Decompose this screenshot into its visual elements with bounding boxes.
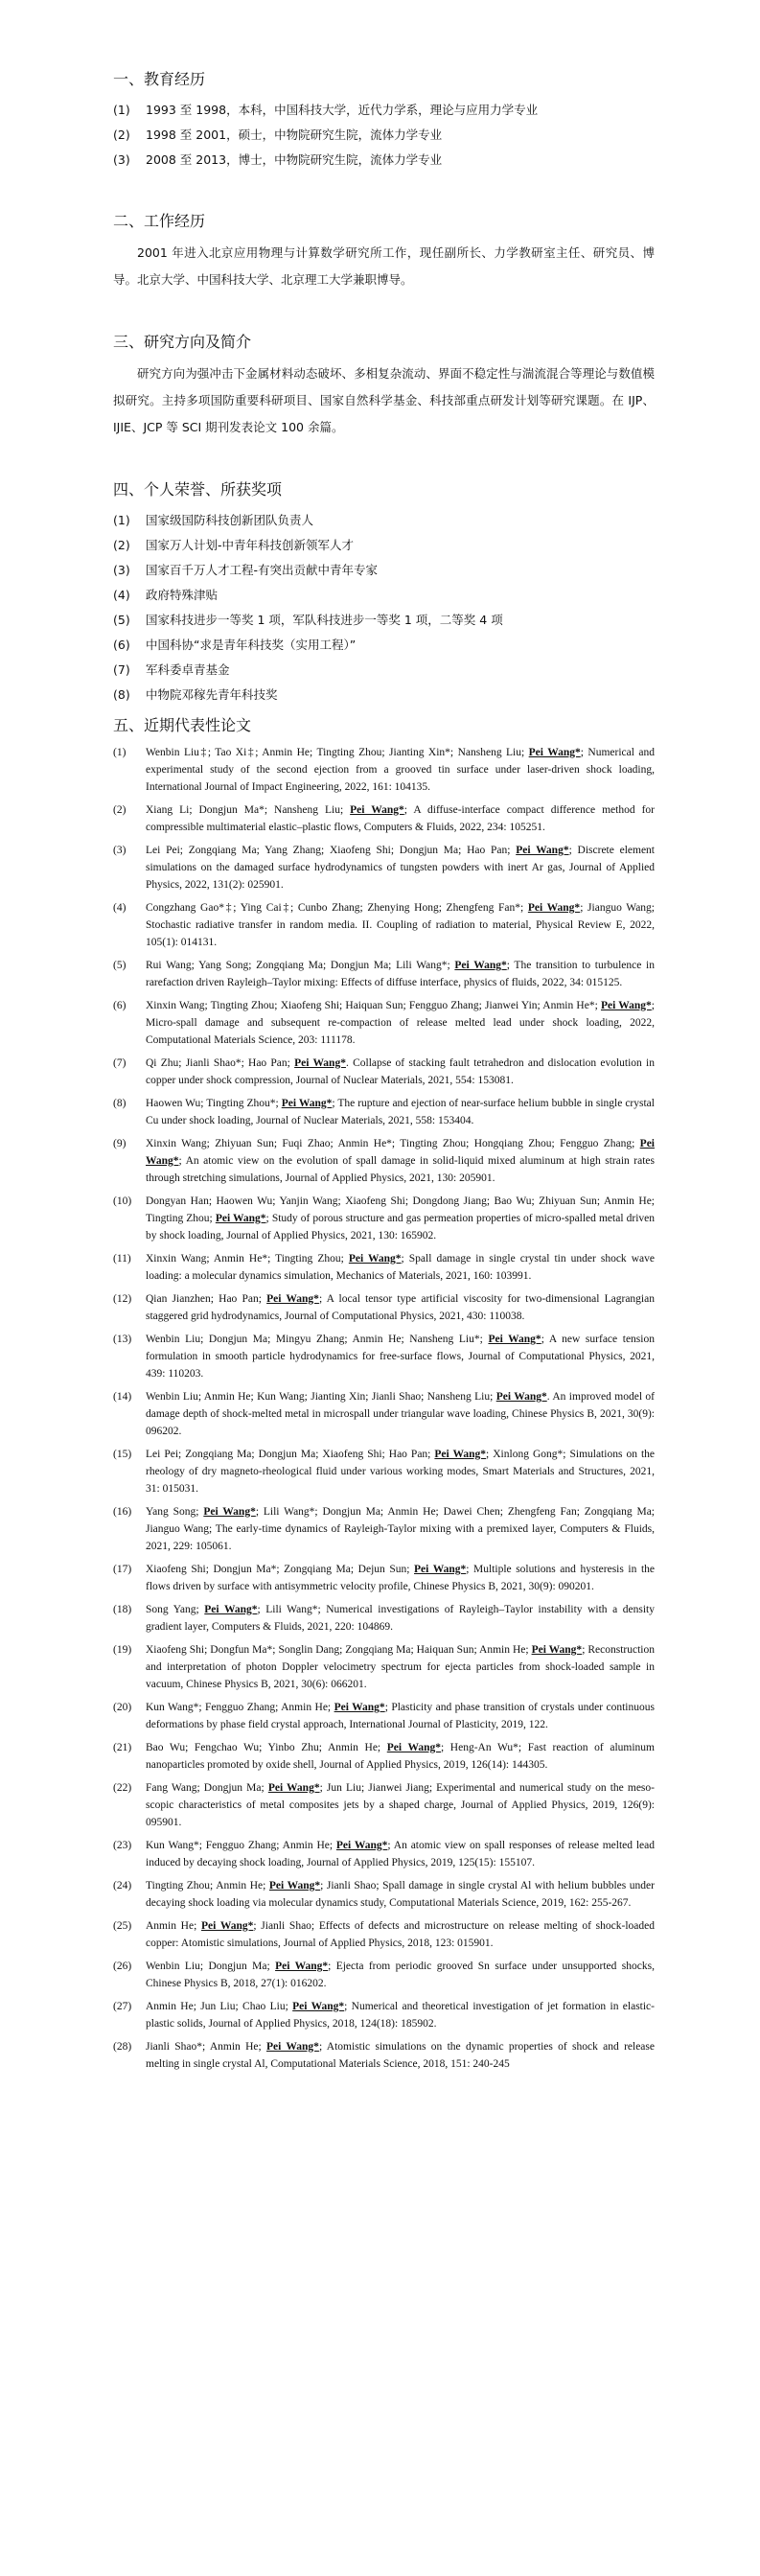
paper-authors-before: Wenbin Liu; Anmin He; Kun Wang; Jianting Xin; Jianli Shao; Nansheng Liu; <box>146 1391 496 1403</box>
paper-details: ; The transition to turbulence in rarefaction driven Rayleigh–Taylor mixing: Effects of diffuse interface, physics of fluids, 2022, 34: 015125. <box>146 960 655 988</box>
papers-section <box>113 715 655 2073</box>
work-section <box>113 211 655 293</box>
paper-self-author: Pei Wang* <box>201 1920 254 1932</box>
paper-item <box>113 1095 655 1129</box>
paper-item <box>113 1290 655 1325</box>
paper-self-author: Pei Wang* <box>454 960 507 971</box>
paper-number: (23) <box>113 1840 132 1851</box>
paper-citation <box>146 1193 655 1244</box>
item-text: 2008 至 2013，博士，中物院研究生院，流体力学专业 <box>146 152 443 167</box>
education-item <box>113 148 655 173</box>
paper-self-author: Pei Wang* <box>414 1564 467 1575</box>
paper-number: (4) <box>113 902 127 914</box>
paper-authors-before: Kun Wang*; Fengguo Zhang; Anmin He; <box>146 1840 336 1851</box>
paper-authors-before: Wenbin Liu; Dongjun Ma; Mingyu Zhang; Anmin He; Nansheng Liu*; <box>146 1334 489 1345</box>
paper-details: ; Jianguo Wang; Stochastic radiative transfer in random media. II. Coupling of radiation to material, Physical Review E, 2022, 105(1): 014131. <box>146 902 655 948</box>
paper-item <box>113 1503 655 1555</box>
paper-self-author: Pei Wang* <box>215 1213 266 1224</box>
paper-item <box>113 1561 655 1595</box>
paper-number: (7) <box>113 1057 127 1069</box>
honor-item <box>113 558 655 583</box>
item-number: (6) <box>113 638 130 652</box>
paper-self-author: Pei Wang* <box>386 1742 441 1753</box>
paper-citation <box>146 801 655 836</box>
paper-authors-before: Yang Song; <box>146 1506 204 1518</box>
honor-item <box>113 533 655 558</box>
honor-item <box>113 508 655 533</box>
paper-item <box>113 1998 655 2032</box>
paper-number: (5) <box>113 960 127 971</box>
paper-citation <box>146 1095 655 1129</box>
paper-item <box>113 801 655 836</box>
education-heading: 一、教育经历 <box>113 70 206 88</box>
paper-authors-before: Xinxin Wang; Zhiyuan Sun; Fuqi Zhao; Anmin He*; Tingting Zhou; Hongqiang Zhou; Fengguo Zhang; <box>146 1138 640 1149</box>
paper-details: ; The rupture and ejection of near-surface helium bubble in single crystal Cu under shock loading, Journal of Nuclear Materials, 2021, 558: 153404. <box>146 1098 655 1126</box>
paper-self-author: Pei Wang* <box>516 845 569 856</box>
paper-authors-before: Xiang Li; Dongjun Ma*; Nansheng Liu; <box>146 804 351 816</box>
work-paragraph: 2001 年进入北京应用物理与计算数学研究所工作，现任副所长、力学教研室主任、研究员、博导。北京大学、中国科技大学、北京理工大学兼职博导。 <box>113 245 655 287</box>
paper-number: (13) <box>113 1334 132 1345</box>
paper-authors-before: Qi Zhu; Jianli Shao*; Hao Pan; <box>146 1057 295 1069</box>
paper-details: ; Ejecta from periodic grooved Sn surface under unsupported shocks, Chinese Physics B, 2018, 27(1): 016202. <box>146 1961 655 1989</box>
paper-details: ; An atomic view on the evolution of spall damage in solid-liquid mixed aluminum at high strain rates through stretching simulations, Journal of Applied Physics, 2021, 130: 205901. <box>146 1155 655 1184</box>
paper-citation <box>146 1290 655 1325</box>
paper-citation <box>146 1917 655 1952</box>
paper-item <box>113 1837 655 1871</box>
paper-details: ; Lili Wang*; Numerical investigations of Rayleigh–Taylor instability with a density gradient layer, Computers & Fluids, 2021, 220: 104869. <box>146 1604 655 1633</box>
honor-item <box>113 658 655 683</box>
paper-item <box>113 1779 655 1831</box>
paper-self-author: Pei Wang* <box>335 1840 388 1851</box>
paper-self-author: Pei Wang* <box>275 1961 329 1972</box>
paper-number: (1) <box>113 747 127 758</box>
item-text: 政府特殊津贴 <box>146 588 219 602</box>
paper-details: ; Xinlong Gong*; Simulations on the rheology of dry magneto-rheological fluid under various working modes, Smart Materials and Structures, 2021, 31: 015031. <box>146 1449 656 1495</box>
paper-details: ; Numerical and theoretical investigation of jet formation in elastic-plastic solids, Journal of Applied Physics, 2018, 124(18): 185902. <box>146 2001 655 2030</box>
paper-number: (10) <box>113 1195 132 1207</box>
research-heading: 三、研究方向及简介 <box>113 333 252 351</box>
paper-number: (16) <box>113 1506 132 1518</box>
paper-item <box>113 1739 655 1774</box>
paper-self-author: Pei Wang* <box>528 747 581 758</box>
paper-item <box>113 1388 655 1440</box>
paper-item <box>113 1699 655 1733</box>
paper-item <box>113 1446 655 1497</box>
paper-number: (22) <box>113 1782 132 1794</box>
paper-item <box>113 1250 655 1285</box>
paper-self-author: Pei Wang* <box>266 2041 319 2053</box>
honor-item <box>113 633 655 658</box>
paper-number: (28) <box>113 2041 132 2053</box>
paper-details: ; Numerical and experimental study of the second ejection from a grooved tin surface under laser-driven shock loading, International Journal of Impact Engineering, 2022, 161: 104135. <box>146 747 655 793</box>
paper-citation <box>146 1446 655 1497</box>
paper-number: (18) <box>113 1604 132 1615</box>
paper-number: (8) <box>113 1098 127 1109</box>
research-section <box>113 332 655 441</box>
paper-details: ; Jianli Shao; Effects of defects and microstructure on release melting of shock-loaded copper: Atomistic simulations, Journal of Applied Physics, 2018, 123: 015901. <box>146 1920 655 1949</box>
paper-self-author: Pei Wang* <box>348 1253 402 1265</box>
paper-number: (27) <box>113 2001 132 2012</box>
paper-details: . Collapse of stacking fault tetrahedron and dislocation evolution in copper under shock compression, Journal of Nuclear Materials, 2021, 554: 153081. <box>146 1057 655 1086</box>
paper-details: ; Study of porous structure and gas permeation properties of micro-spalled metal driven by shock loading, Journal of Applied Physics, 2021, 130: 165902. <box>146 1213 655 1242</box>
paper-item <box>113 2038 655 2073</box>
paper-self-author: Pei Wang* <box>204 1604 258 1615</box>
item-number: (3) <box>113 152 130 167</box>
item-number: (2) <box>113 128 130 142</box>
paper-number: (12) <box>113 1293 132 1305</box>
paper-citation <box>146 997 655 1049</box>
paper-number: (26) <box>113 1961 132 1972</box>
education-item <box>113 98 655 123</box>
paper-item <box>113 1193 655 1244</box>
paper-item <box>113 744 655 796</box>
paper-details: ; Plasticity and phase transition of crystals under continuous deformations by phase field crystal approach, International Journal of Plasticity, 2019, 122. <box>146 1702 655 1730</box>
paper-item <box>113 957 655 991</box>
paper-citation <box>146 1135 655 1187</box>
paper-citation <box>146 1561 655 1595</box>
papers-heading: 五、近期代表性论文 <box>113 716 252 734</box>
paper-item <box>113 842 655 893</box>
honors-section <box>113 479 655 708</box>
education-section <box>113 69 655 173</box>
paper-authors-before: Haowen Wu; Tingting Zhou*; <box>146 1098 282 1109</box>
paper-self-author: Pei Wang* <box>600 1000 652 1011</box>
item-text: 中物院邓稼先青年科技奖 <box>146 687 278 702</box>
paper-authors-before: Qian Jianzhen; Hao Pan; <box>146 1293 267 1305</box>
paper-citation <box>146 1250 655 1285</box>
paper-number: (21) <box>113 1742 132 1753</box>
paper-self-author: Pei Wang* <box>281 1098 333 1109</box>
paper-authors-before: Xiaofeng Shi; Dongjun Ma*; Zongqiang Ma; Dejun Sun; <box>146 1564 415 1575</box>
paper-authors-before: Congzhang Gao*‡; Ying Cai‡; Cunbo Zhang; Zhenying Hong; Zhengfeng Fan*; <box>146 902 528 914</box>
paper-number: (14) <box>113 1391 132 1403</box>
honors-heading: 四、个人荣誉、所获奖项 <box>113 480 283 499</box>
honor-item <box>113 683 655 708</box>
paper-authors-before: Xinxin Wang; Anmin He*; Tingting Zhou; <box>146 1253 349 1265</box>
education-list <box>113 98 655 173</box>
paper-number: (19) <box>113 1644 132 1656</box>
paper-citation <box>146 1958 655 1992</box>
paper-authors-before: Rui Wang; Yang Song; Zongqiang Ma; Dongjun Ma; Lili Wang*; <box>146 960 455 971</box>
paper-details: ; Spall damage in single crystal tin under shock wave loading: a molecular dynamics simulation, Mechanics of Materials, 2021, 160: 103991. <box>146 1253 655 1282</box>
paper-number: (17) <box>113 1564 132 1575</box>
paper-details: ; Discrete element simulations on the damaged surface hydrodynamics of tungsten powders with inert Ar gas, Journal of Applied Physics, 2022, 131(2): 025901. <box>146 845 656 891</box>
honor-item <box>113 608 655 633</box>
paper-details: ; Lili Wang*; Dongjun Ma; Anmin He; Dawei Chen; Zhengfeng Fan; Zongqiang Ma; Jianguo Wang; The early-time dynamics of Rayleigh-Taylor mixing with a premixed layer, Computers & Fluids, 2021, 229: 105061. <box>146 1506 655 1552</box>
paper-number: (24) <box>113 1880 132 1891</box>
paper-self-author: Pei Wang* <box>527 902 581 914</box>
paper-authors-before: Bao Wu; Fengchao Wu; Yinbo Zhu; Anmin He; <box>146 1742 387 1753</box>
paper-number: (3) <box>113 845 127 856</box>
item-text: 国家科技进步一等奖 1 项，军队科技进步一等奖 1 项，二等奖 4 项 <box>146 613 503 627</box>
paper-citation <box>146 1601 655 1636</box>
paper-self-author: Pei Wang* <box>292 2001 345 2012</box>
paper-details: ; An atomic view on spall responses of release melted lead induced by decaying shock loading, Journal of Applied Physics, 2019, 125(15): 155107. <box>146 1840 655 1868</box>
paper-citation <box>146 1998 655 2032</box>
paper-details: ; A diffuse-interface compact difference method for compressible multimaterial elastic–plastic flows, Computers & Fluids, 2022, 234: 105251. <box>146 804 655 833</box>
item-text: 国家百千万人才工程-有突出贡献中青年专家 <box>146 563 379 577</box>
item-number: (2) <box>113 538 130 552</box>
item-text: 军科委卓青基金 <box>146 662 230 677</box>
item-number: (8) <box>113 687 130 702</box>
paper-self-author: Pei Wang* <box>488 1334 541 1345</box>
paper-citation <box>146 957 655 991</box>
paper-number: (9) <box>113 1138 127 1149</box>
paper-authors-before: Song Yang; <box>146 1604 205 1615</box>
paper-self-author: Pei Wang* <box>334 1702 385 1713</box>
paper-item <box>113 1135 655 1187</box>
paper-self-author: Pei Wang* <box>531 1644 583 1656</box>
paper-authors-before: Anmin He; <box>146 1920 201 1932</box>
item-number: (1) <box>113 513 130 527</box>
paper-details: ; Multiple solutions and hysteresis in the flows driven by surface with antisymmetric velocity profile, Chinese Physics B, 2021, 30(9): 090201. <box>146 1564 655 1592</box>
paper-item <box>113 1917 655 1952</box>
paper-citation <box>146 1331 655 1382</box>
item-text: 国家级国防科技创新团队负责人 <box>146 513 314 527</box>
paper-details: ; Atomistic simulations on the dynamic properties of shock and release melting in single crystal Al, Computational Materials Science, 2018, 151: 240-245 <box>146 2041 655 2070</box>
paper-citation <box>146 1641 655 1693</box>
research-paragraph: 研究方向为强冲击下金属材料动态破坏、多相复杂流动、界面不稳定性与湍流混合等理论与数值模拟研究。主持多项国防重要科研项目、国家自然科学基金、科技部重点研发计划等研究课题。在 IJP、IJIE、JCP 等 SCI 期刊发表论文 100 余篇。 <box>113 366 655 434</box>
paper-item <box>113 1877 655 1912</box>
paper-citation <box>146 1877 655 1912</box>
paper-details: ; A new surface tension formulation in smooth particle hydrodynamics for free-surface flows, Journal of Computational Physics, 2021, 439: 110203. <box>146 1334 655 1380</box>
paper-authors-before: Lei Pei; Zongqiang Ma; Yang Zhang; Xiaofeng Shi; Dongjun Ma; Hao Pan; <box>146 845 517 856</box>
paper-self-author: Pei Wang* <box>268 1880 321 1891</box>
honors-list <box>113 508 655 708</box>
paper-details: ; Jun Liu; Jianwei Jiang; Experimental and numerical study on the meso-scopic characteristics of metal composites jets by a shaped charge, Journal of Applied Physics, 2019, 126(9): 095901. <box>146 1782 655 1828</box>
paper-number: (6) <box>113 1000 127 1011</box>
paper-citation <box>146 842 655 893</box>
paper-self-author: Pei Wang* <box>266 1293 319 1305</box>
item-text: 国家万人计划-中青年科技创新领军人才 <box>146 538 355 552</box>
paper-self-author: Pei Wang* <box>434 1449 487 1460</box>
paper-citation <box>146 1699 655 1733</box>
paper-item <box>113 1958 655 1992</box>
paper-citation <box>146 1055 655 1089</box>
honor-item <box>113 583 655 608</box>
paper-number: (11) <box>113 1253 131 1265</box>
papers-list <box>113 744 655 2073</box>
paper-authors-before: Xinxin Wang; Tingting Zhou; Xiaofeng Shi; Haiquan Sun; Fengguo Zhang; Jianwei Yin; Anmin He*; <box>146 1000 601 1011</box>
paper-item <box>113 1641 655 1693</box>
item-number: (1) <box>113 103 130 117</box>
paper-citation <box>146 1503 655 1555</box>
paper-self-author: Pei Wang* <box>350 804 404 816</box>
paper-details: . An improved model of damage depth of shock-melted metal in microspall under triangular wave loading, Chinese Physics B, 2021, 30(9): 096202. <box>146 1391 655 1437</box>
paper-number: (2) <box>113 804 127 816</box>
paper-citation <box>146 744 655 796</box>
paper-citation <box>146 899 655 951</box>
item-text: 1993 至 1998，本科，中国科技大学，近代力学系，理论与应用力学专业 <box>146 103 539 117</box>
paper-details: ; Heng-An Wu*; Fast reaction of aluminum nanoparticles promoted by oxide shell, Journal of Applied Physics, 2019, 126(14): 144305. <box>146 1742 655 1771</box>
paper-details: ; Reconstruction and interpretation of photon Doppler velocimetry spectrum for ejecta particles from shock-loaded sample in vacuum, Chinese Physics B, 2021, 30(6): 066201. <box>146 1644 655 1690</box>
paper-authors-before: Tingting Zhou; Anmin He; <box>146 1880 269 1891</box>
item-text: 1998 至 2001，硕士，中物院研究生院，流体力学专业 <box>146 128 443 142</box>
paper-authors-before: Jianli Shao*; Anmin He; <box>146 2041 266 2053</box>
paper-citation <box>146 1739 655 1774</box>
paper-self-author: Pei Wang* <box>267 1782 320 1794</box>
paper-number: (25) <box>113 1920 132 1932</box>
item-number: (7) <box>113 662 130 677</box>
paper-item <box>113 1601 655 1636</box>
paper-authors-before: Fang Wang; Dongjun Ma; <box>146 1782 268 1794</box>
paper-citation <box>146 1388 655 1440</box>
paper-self-author: Pei Wang* <box>294 1057 346 1069</box>
education-item <box>113 123 655 148</box>
item-number: (5) <box>113 613 130 627</box>
paper-self-author: Pei Wang* <box>203 1506 256 1518</box>
paper-details: ; A local tensor type artificial viscosity for two-dimensional Lagrangian staggered grid hydrodynamics, Journal of Computational Physics, 2021, 430: 110038. <box>146 1293 655 1322</box>
paper-number: (15) <box>113 1449 132 1460</box>
item-text: 中国科协“求是青年科技奖（实用工程）” <box>146 638 357 652</box>
paper-citation <box>146 1779 655 1831</box>
paper-authors-before: Anmin He; Jun Liu; Chao Liu; <box>146 2001 293 2012</box>
paper-item <box>113 1055 655 1089</box>
item-number: (4) <box>113 588 130 602</box>
paper-details: ; Jianli Shao; Spall damage in single crystal Al with helium bubbles under decaying shock loading via molecular dynamics study, Computational Materials Science, 2019, 162: 255-267. <box>146 1880 655 1909</box>
paper-authors-before: Xiaofeng Shi; Dongfun Ma*; Songlin Dang; Zongqiang Ma; Haiquan Sun; Anmin He; <box>146 1644 532 1656</box>
paper-self-author: Pei Wang* <box>146 1138 655 1167</box>
paper-authors-before: Kun Wang*; Fengguo Zhang; Anmin He; <box>146 1702 334 1713</box>
paper-authors-before: Dongyan Han; Haowen Wu; Yanjin Wang; Xiaofeng Shi; Dongdong Jiang; Bao Wu; Zhiyuan Sun; Anmin He; Tingting Zhou; <box>146 1195 655 1224</box>
paper-item <box>113 997 655 1049</box>
paper-number: (20) <box>113 1702 132 1713</box>
paper-citation <box>146 2038 655 2073</box>
paper-item <box>113 1331 655 1382</box>
work-heading: 二、工作经历 <box>113 212 206 230</box>
paper-item <box>113 899 655 951</box>
paper-authors-before: Wenbin Liu‡; Tao Xi‡; Anmin He; Tingting Zhou; Jianting Xin*; Nansheng Liu; <box>146 747 529 758</box>
paper-self-author: Pei Wang* <box>495 1391 547 1403</box>
paper-authors-before: Lei Pei; Zongqiang Ma; Dongjun Ma; Xiaofeng Shi; Hao Pan; <box>146 1449 435 1460</box>
paper-authors-before: Wenbin Liu; Dongjun Ma; <box>146 1961 276 1972</box>
paper-citation <box>146 1837 655 1871</box>
item-number: (3) <box>113 563 130 577</box>
paper-details: ; Micro-spall damage and subsequent re-compaction of release melted lead under shock loading, 2022, Computational Materials Science, 203: 111178. <box>146 1000 655 1046</box>
